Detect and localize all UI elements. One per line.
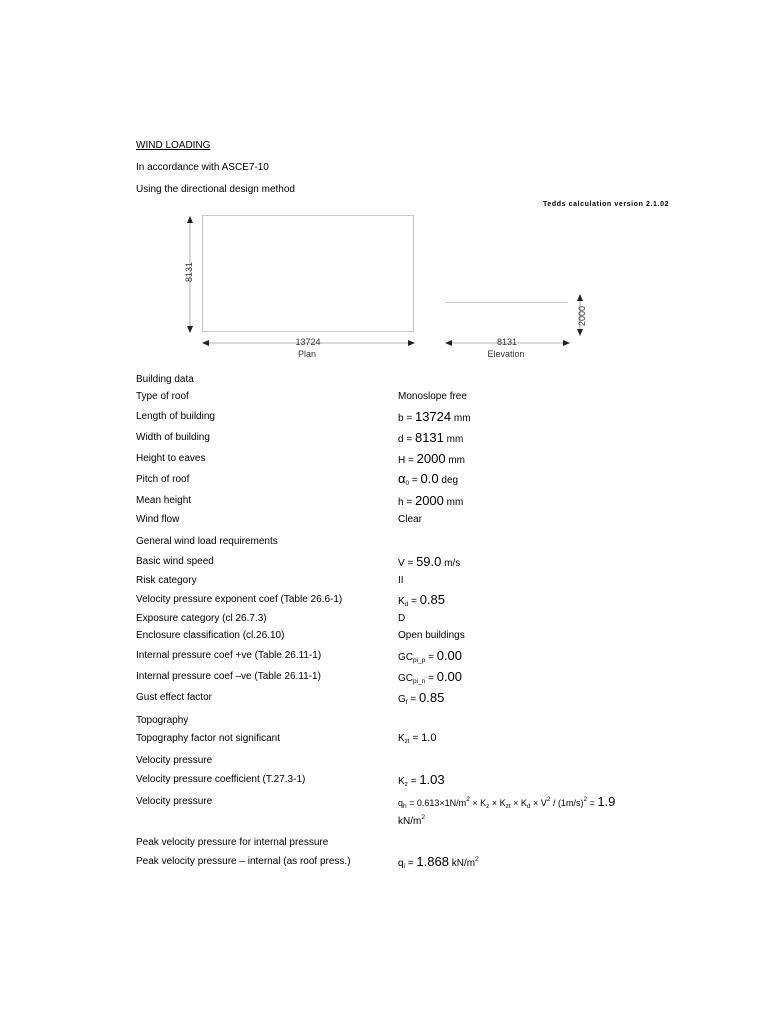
roof-type-value: Monoslope free	[398, 391, 467, 402]
width-label: Width of building	[136, 432, 210, 443]
arrow-right-icon	[563, 340, 570, 346]
plan-outline	[203, 216, 414, 332]
kd-label: Velocity pressure exponent coef (Table 26.6-1)	[136, 594, 343, 605]
version-text: Tedds calculation version 2.1.02	[543, 201, 670, 208]
plan-height-label: 8131	[184, 261, 194, 283]
plan-width-label: 13724	[295, 337, 321, 347]
kd-value: $K_d = 0.85$	[398, 592, 446, 608]
length-label: Length of building	[136, 411, 215, 422]
length-value: b = 13724 mm	[398, 409, 471, 424]
building-data-heading: Building data	[136, 374, 194, 385]
mean-height-label: Mean height	[136, 495, 192, 506]
gcpi-pos-value: $GC_{pi\_p} = 0.00$	[398, 648, 463, 664]
eaves-height-label: Height to eaves	[136, 453, 206, 464]
exposure-value: D	[398, 613, 406, 624]
kz-label: Velocity pressure coefficient (T.27.3-1)	[136, 774, 306, 785]
standard-text: In accordance with ASCE7-10	[136, 162, 269, 173]
page-title: WIND LOADING	[136, 140, 211, 151]
gust-value: $G_f = 0.85$	[398, 690, 445, 706]
peak-heading: Peak velocity pressure for internal pressure	[136, 837, 329, 848]
enclosure-value: Open buildings	[398, 630, 465, 641]
qi-label: Peak velocity pressure – internal (as roof press.)	[136, 856, 351, 867]
arrow-right-icon	[408, 340, 415, 346]
arrow-left-icon	[445, 340, 452, 346]
risk-category-label: Risk category	[136, 575, 197, 586]
arrow-up-icon	[187, 216, 193, 223]
wind-speed-label: Basic wind speed	[136, 556, 214, 567]
width-value: d = 8131 mm	[398, 430, 464, 445]
gust-label: Gust effect factor	[136, 692, 212, 703]
arrow-left-icon	[202, 340, 209, 346]
eaves-height-value: H = 2000 mm	[398, 451, 465, 466]
arrow-down-icon	[187, 326, 193, 333]
pitch-label: Pitch of roof	[136, 474, 190, 485]
kz-value: $K_z = 1.03$	[398, 772, 445, 788]
wind-flow-value: Clear	[398, 514, 422, 525]
wind-speed-value: V = 59.0 m/s	[398, 554, 461, 569]
roof-type-label: Type of roof	[136, 391, 189, 402]
topography-label: Topography factor not significant	[136, 733, 280, 744]
mean-height-value: h = 2000 mm	[398, 493, 464, 508]
qh-formula: $q_h = 0.613\times 1N/m^2 \times K_z \times K_{zt} \times K_d \times V^2 / (1m/s)^2 = 1.9$	[398, 794, 616, 810]
gcpi-neg-value: $GC_{pi\_n} = 0.00$	[398, 669, 463, 685]
wind-flow-label: Wind flow	[136, 514, 180, 525]
gcpi-pos-label: Internal pressure coef +ve (Table 26.11-1)	[136, 650, 322, 661]
elev-width-label: 8131	[496, 337, 518, 347]
qi-value: $q_i = 1.868$ $kN/m^2$	[398, 854, 479, 870]
arrow-down-icon	[577, 329, 583, 336]
pitch-value: $\alpha_0 = 0.0$ deg	[398, 471, 459, 487]
exposure-label: Exposure category (cl 26.7.3)	[136, 613, 267, 624]
topography-heading: Topography	[136, 715, 189, 726]
qh-label: Velocity pressure	[136, 796, 213, 807]
kzt-value: $K_{zt} = 1.0$	[398, 732, 437, 745]
enclosure-label: Enclosure classification (cl.26.10)	[136, 630, 285, 641]
qh-unit: $kN/m^2$	[398, 814, 425, 827]
method-text: Using the directional design method	[136, 184, 295, 195]
elev-caption: Elevation	[487, 349, 525, 359]
gcpi-neg-label: Internal pressure coef –ve (Table 26.11-1)	[136, 671, 321, 682]
risk-category-value: II	[398, 575, 404, 586]
plan-caption: Plan	[297, 349, 317, 359]
elev-height-label: 2000	[577, 305, 587, 327]
arrow-up-icon	[577, 294, 583, 301]
general-heading: General wind load requirements	[136, 536, 278, 547]
velocity-heading: Velocity pressure	[136, 755, 213, 766]
